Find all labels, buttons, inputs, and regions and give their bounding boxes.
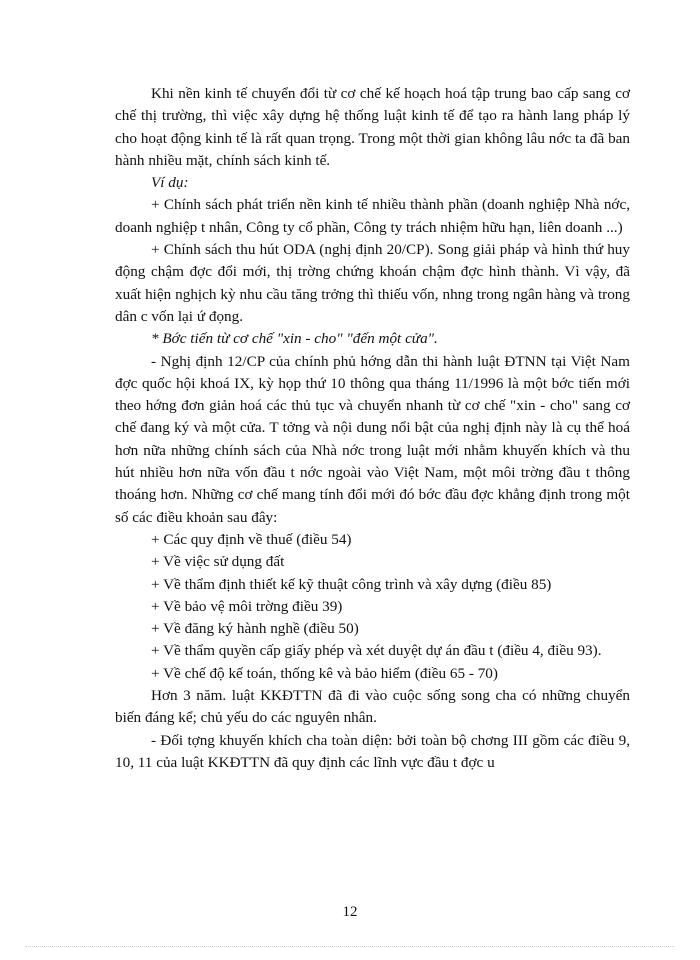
page-number: 12: [342, 904, 358, 920]
paragraph: + Chính sách thu hút ODA (nghị định 20/CP). Song giải pháp và hình thứ huy động chậm đợc đổi mới, thị trờng chứng khoán chậm đợc hình thành. Vì vậy, đã xuất hiện nghịch kỳ nhu cầu tăng trởng thì thiếu vốn, nhng trong ngân hàng và trong dân c vốn lại ứ đọng.: [115, 241, 630, 325]
paragraph: + Về thẩm quyền cấp giấy phép và xét duyệt dự án đầu t (điều 4, điều 93).: [151, 642, 602, 660]
paragraph: Hơn 3 năm. luật KKĐTTN đã đi vào cuộc sống song cha có những chuyển biến đáng kể; chủ yếu do các nguyên nhân.: [115, 687, 630, 727]
paragraph: + Về thẩm định thiết kế kỹ thuật công trình và xây dựng (điều 85): [151, 575, 552, 593]
paragraph: - Đối tợng khuyến khích cha toàn diện: bởi toàn bộ chơng III gồm các điều 9, 10, 11 của luật KKĐTTN đã quy định các lĩnh vực đầu t đợc u: [115, 731, 630, 771]
paragraph: * Bớc tiến từ cơ chế "xin - cho" "đến một cửa".: [151, 330, 438, 348]
paragraph: Khi nền kinh tế chuyển đổi từ cơ chế kế hoạch hoá tập trung bao cấp sang cơ chế thị trường, thì việc xây dựng hệ thống luật kinh tế để tạo ra hành lang pháp lý cho hoạt động kinh tế là rất quan trọng. Trong một thời gian không lâu nớc ta đã ban hành nhiều mặt, chính sách kinh tế.: [115, 85, 630, 169]
paragraph: + Về việc sử dụng đất: [151, 553, 285, 571]
paragraph: + Chính sách phát triển nền kinh tế nhiều thành phần (doanh nghiệp Nhà nớc, doanh nghiệp t nhân, Công ty cổ phần, Công ty trách nhiệm hữu hạn, liên doanh ...): [115, 196, 630, 236]
paragraph: Ví dụ:: [151, 174, 189, 192]
paragraph: + Về đăng ký hành nghề (điều 50): [151, 620, 359, 638]
paragraph: + Về bảo vệ môi trờng điều 39): [151, 597, 343, 615]
footer-dotted-rule: [25, 946, 675, 947]
body-text: [115, 83, 630, 774]
paragraph: + Các quy định về thuế (điều 54): [151, 530, 352, 548]
paragraph: - Nghị định 12/CP của chính phủ hớng dẫn thi hành luật ĐTNN tại Việt Nam đợc quốc hội khoá IX, kỳ họp thứ 10 thông qua tháng 11/1996 là một bớc tiến mới theo hớng đơn giản hoá các thủ tục và chuyển nhanh từ cơ chế "xin - cho" sang cơ chế đang ký và một cửa. T tởng và nội dung nổi bật của nghị định này là cụ thể hoá hơn nữa những chính sách của Nhà nớc trong luật mới nhằm khuyến khích và thu hút nhiều hơn nữa vốn đầu t nớc ngoài vào Việt Nam, một môi trờng đầu t thông thoáng hơn. Những cơ chế mang tính đổi mới đó bớc đầu đợc khẳng định trong một số các điều khoản sau đây:: [115, 352, 630, 526]
paragraph: + Về chế độ kế toán, thống kê và bảo hiểm (điều 65 - 70): [151, 664, 498, 682]
